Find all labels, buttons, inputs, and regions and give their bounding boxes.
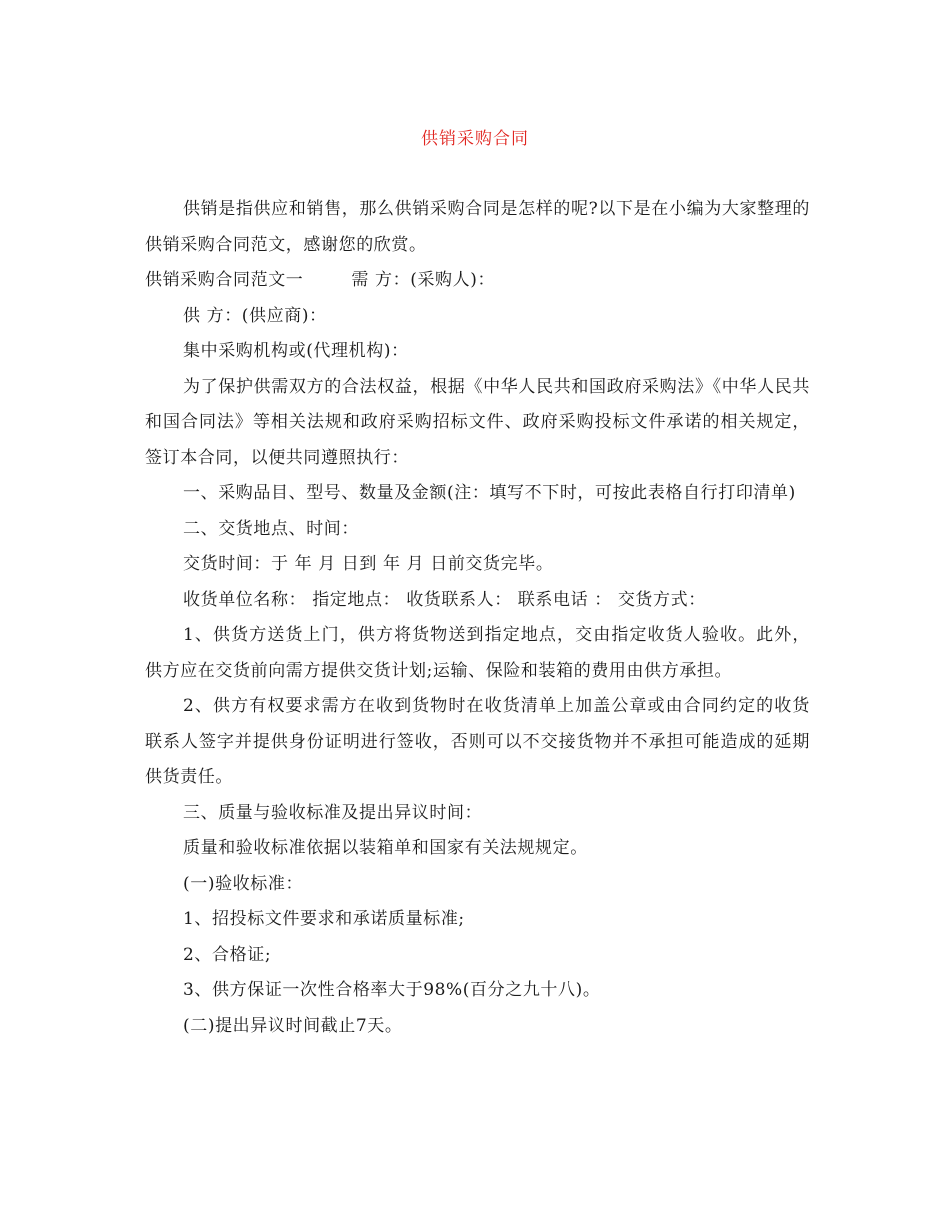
- buyer-line: 需 方：(采购人)：: [351, 270, 496, 290]
- paragraph-delivery-time: 交货时间：于 年 月 日到 年 月 日前交货完毕。: [183, 554, 554, 574]
- paragraph-section-two: 二、交货地点、时间：: [183, 518, 359, 539]
- paragraph-sample-heading-line: [145, 263, 810, 299]
- paragraph-item-2: 2、供方有权要求需方在收到货物时在收货清单上加盖公章或由合同约定的收货联系人签字并提供身份证明进行签收，否则可以不交接货物并不承担可能造成的延期供货责任。: [145, 696, 810, 787]
- paragraph-preamble: 为了保护供需双方的合法权益，根据《中华人民共和国政府采购法》《中华人民共和国合同法》等相关法规和政府采购招标文件、政府采购投标文件承诺的相关规定，签订本合同，以便共同遵照执行：: [145, 376, 810, 468]
- paragraph-supplier: 供 方：(供应商)：: [183, 305, 327, 326]
- paragraph-intro: 供销是指供应和销售，那么供销采购合同是怎样的呢?以下是在小编为大家整理的供销采购合同范文，感谢您的欣赏。: [145, 199, 810, 255]
- paragraph-objection-time: (二)提出异议时间截止7天。: [183, 1015, 403, 1036]
- paragraph-receiver-info: 收货单位名称： 指定地点： 收货联系人： 联系电话 ： 交货方式：: [183, 589, 706, 610]
- paragraph-acceptance-3: 3、供方保证一次性合格率大于98%(百分之九十八)。: [183, 980, 601, 1000]
- paragraph-acceptance-1: 1、招投标文件要求和承诺质量标准;: [183, 909, 465, 929]
- paragraph-acceptance-2: 2、合格证;: [183, 944, 272, 965]
- paragraph-quality-basis: 质量和验收标准依据以装箱单和国家有关法规规定。: [183, 838, 588, 858]
- paragraph-agency: 集中采购机构或(代理机构)：: [183, 341, 409, 361]
- paragraph-item-1: 1、供货方送货上门，供方将货物送到指定地点，交由指定收货人验收。此外，供方应在交货前向需方提供交货计划;运输、保险和装箱的费用由供方承担。: [145, 625, 810, 681]
- paragraph-section-one: 一、采购品目、型号、数量及金额(注：填写不下时，可按此表格自行打印清单): [183, 483, 796, 503]
- document-body: [145, 192, 810, 1044]
- paragraph-acceptance-heading: (一)验收标准：: [183, 873, 304, 894]
- document-title: 供销采购合同: [421, 129, 529, 149]
- sample-heading: 供销采购合同范文一: [145, 270, 304, 290]
- paragraph-section-three: 三、质量与验收标准及提出异议时间：: [183, 802, 483, 823]
